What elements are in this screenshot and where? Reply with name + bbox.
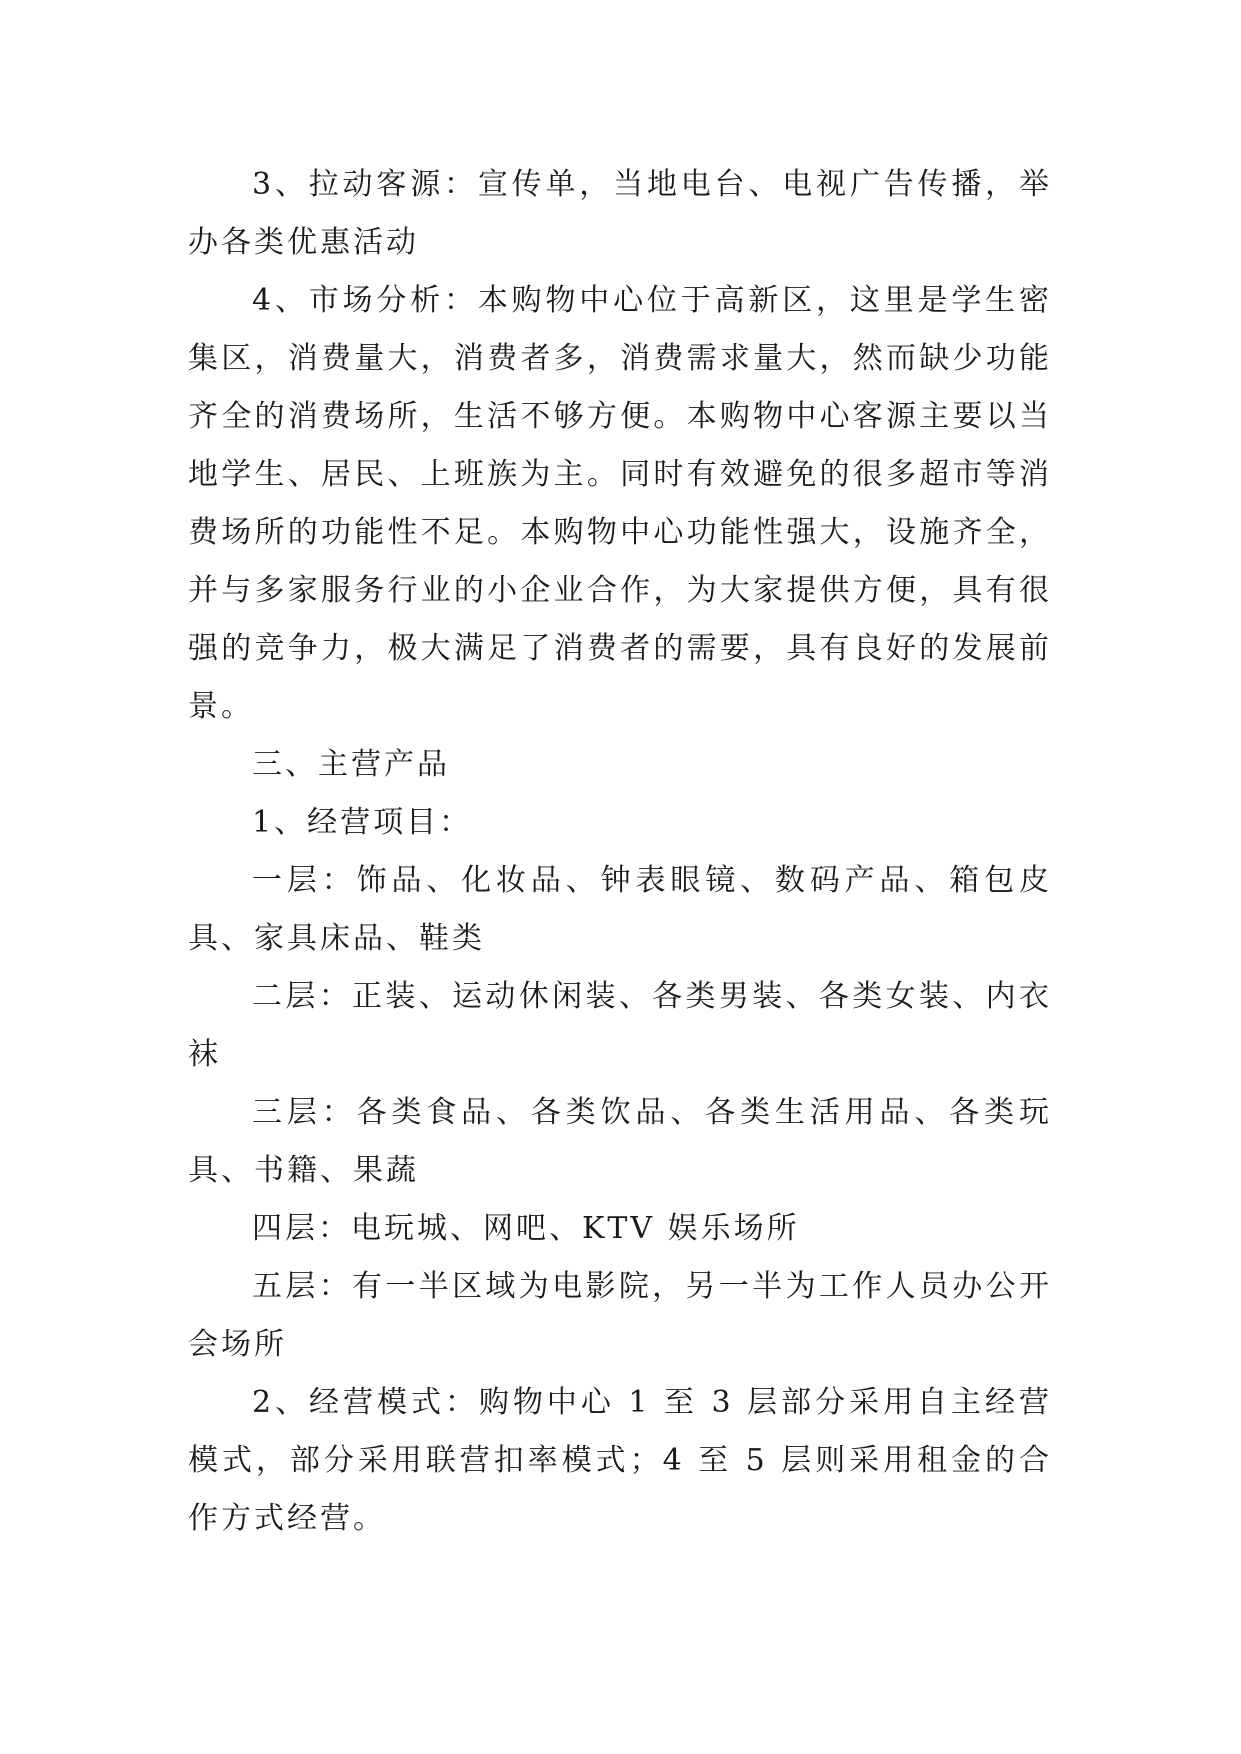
section-heading-main-products: 三、主营产品 — [252, 747, 450, 782]
paragraph-floor-4: 四层：电玩城、网吧、KTV 娱乐场所 — [252, 1211, 800, 1246]
paragraph-customer-acquisition: 3、拉动客源：宣传单，当地电台、电视广告传播，举办各类优惠活动 — [188, 167, 1052, 260]
subheading-business-items: 1、经营项目： — [252, 805, 473, 840]
paragraph-business-model: 2、经营模式：购物中心 1 至 3 层部分采用自主经营模式，部分采用联营扣率模式；4 至 5 层则采用租金的合作方式经营。 — [188, 1385, 1052, 1536]
paragraph-floor-3: 三层：各类食品、各类饮品、各类生活用品、各类玩具、书籍、果蔬 — [188, 1095, 1052, 1188]
paragraph-floor-5: 五层：有一半区域为电影院，另一半为工作人员办公开会场所 — [188, 1269, 1052, 1362]
paragraph-floor-1: 一层：饰品、化妆品、钟表眼镜、数码产品、箱包皮具、家具床品、鞋类 — [188, 863, 1052, 956]
paragraph-market-analysis: 4、市场分析：本购物中心位于高新区，这里是学生密集区，消费量大，消费者多，消费需求量大，然而缺少功能齐全的消费场所，生活不够方便。本购物中心客源主要以当地学生、居民、上班族为主。同时有效避免的很多超市等消费场所的功能性不足。本购物中心功能性强大，设施齐全，并与多家服务行业的小企业合作，为大家提供方便，具有很强的竞争力，极大满足了消费者的需要，具有良好的发展前景。 — [188, 283, 1052, 724]
paragraph-floor-2: 二层：正装、运动休闲装、各类男装、各类女装、内衣袜 — [188, 979, 1052, 1072]
document-body — [188, 156, 1052, 1548]
